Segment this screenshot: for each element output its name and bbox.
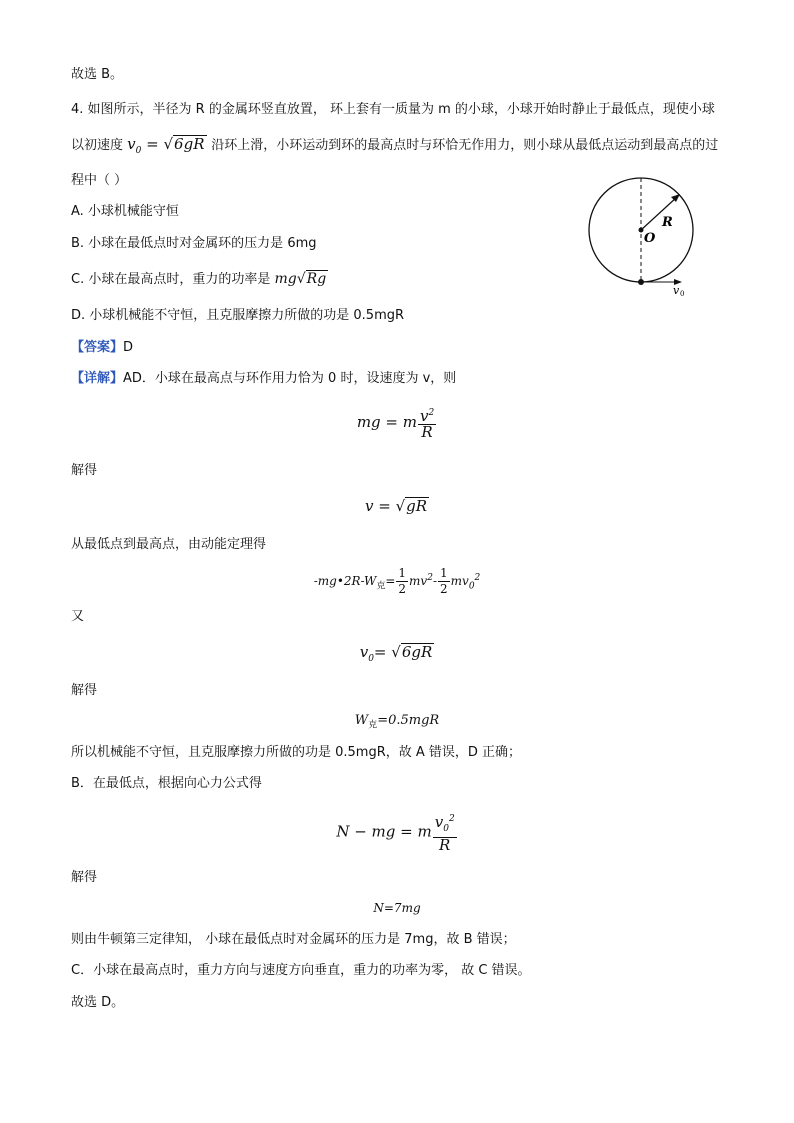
question-text-2a: 以初速度 [71, 138, 124, 153]
question-line-1 [71, 101, 715, 119]
part-c-line: C．小球在最高点时，重力方向与速度方向垂直，重力的功率为零， 故 C 错误。 [71, 963, 531, 978]
label-r: R [662, 215, 673, 230]
question-line-2 [71, 135, 718, 160]
question-number: 4. [71, 102, 84, 117]
label-v0: v [673, 284, 680, 297]
equation-work-result: $W_克=0.5mgR$ [354, 713, 440, 731]
previous-answer-line: 故选 B。 [71, 67, 124, 82]
formula-mg-sqrt-rg: mg√Rg [274, 271, 327, 287]
option-a: A. 小球机械能守恒 [71, 204, 179, 219]
equation-n-result: N=7mg [373, 901, 421, 915]
option-c-text: C. 小球在最高点时，重力的功率是 [71, 272, 271, 287]
center-point [639, 228, 644, 233]
option-c [71, 270, 328, 289]
option-d: D. 小球机械能不守恒，且克服摩擦力所做的功是 0.5mgR [71, 308, 405, 323]
solve-line-2: 解得 [71, 683, 98, 698]
part-b-line: B．在最低点，根据向心力公式得 [71, 776, 262, 791]
equation-v0-sqrt-6gr: $v_0= √6gR$ [359, 643, 433, 664]
conclusion-b: 则由牛顿第三定律知， 小球在最低点时对金属环的压力是 7mg，故 B 错误； [71, 932, 516, 947]
detail-tag: 【详解】 [71, 371, 124, 386]
formula-v0-initial: $v_0 = √6gR$ [127, 135, 205, 156]
solve-line-3: 解得 [71, 870, 98, 885]
solve-line-1: 解得 [71, 463, 98, 478]
question-text-1: 如图所示，半径为 R 的金属环竖直放置， 环上套有一质量为 m 的小球，小球开始时静止于最低点，现使小球 [87, 102, 715, 117]
answer-tag: 【答案】 [71, 340, 124, 355]
equation-centripetal: N − mg = m $\frac{v_0^2}{R}$ [336, 813, 455, 854]
equation-v-sqrt-gr: v = √gR [364, 497, 428, 515]
ring-diagram [580, 172, 700, 300]
detail-intro-line [71, 370, 456, 388]
also-line: 又 [71, 609, 85, 624]
answer-value: D [123, 340, 134, 355]
conclusion-ad: 所以机械能不守恒，且克服摩擦力所做的功是 0.5mgR，故 A 错误，D 正确； [71, 745, 522, 760]
question-text-2b: 沿环上滑，小环运动到环的最高点时与环恰无作用力，则小球从最低点运动到最高点的过 [211, 138, 719, 153]
detail-intro: AD．小球在最高点与环作用力恰为 0 时，设速度为 v，则 [123, 371, 457, 386]
final-answer-line: 故选 D。 [71, 995, 125, 1010]
label-o: O [644, 231, 656, 246]
question-line-3: 程中（ ） [71, 173, 128, 188]
answer-line [71, 339, 133, 357]
label-v0-sub: 0 [680, 290, 685, 298]
equation-work-energy: $-mg•2R-W_克=$ $\frac{1}{2}$ $mv^2-$ $\frac{1}{2}$ $mv_0^2$ [313, 566, 481, 596]
energy-theorem-line: 从最低点到最高点，由动能定理得 [71, 537, 267, 552]
option-b: B. 小球在最低点时对金属环的压力是 6mg [71, 236, 317, 251]
equation-mg-mv2-r: mg = m $\frac{v^2}{R}$ [356, 407, 435, 441]
